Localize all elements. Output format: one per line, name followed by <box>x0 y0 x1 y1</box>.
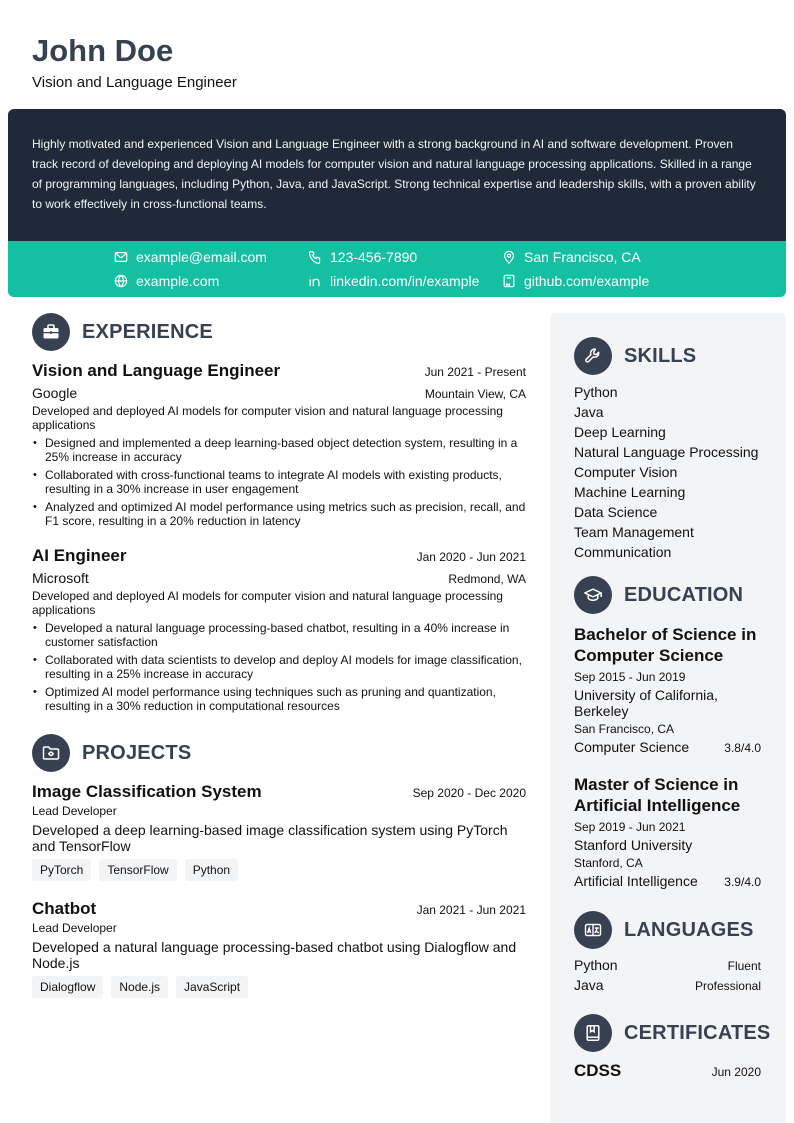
folder-icon <box>32 734 70 772</box>
education-school: University of California, Berkeley <box>574 687 718 719</box>
job-title: AI Engineer <box>32 546 127 565</box>
language-row <box>574 977 761 993</box>
job-entry <box>32 546 526 717</box>
summary-panel <box>8 109 786 241</box>
languages-title: LANGUAGES <box>624 918 754 941</box>
job-date: Jun 2021 - Present <box>424 365 526 379</box>
wrench-icon <box>574 337 612 375</box>
tag: Node.js <box>111 976 168 998</box>
job-bullet: • Optimized AI model performance using techniques such as pruning and quantization, resulting in a 30% reduction in computational resources <box>32 685 526 713</box>
certificates-list <box>574 1061 761 1085</box>
graduation-cap-icon <box>574 576 612 614</box>
tag: TensorFlow <box>99 859 176 881</box>
contact-website[interactable] <box>114 272 219 290</box>
map-pin-icon <box>502 250 516 264</box>
education-degree: Master of Science in Artificial Intelligence <box>574 775 741 815</box>
skill-item: Deep Learning <box>574 424 666 440</box>
project-date: Sep 2020 - Dec 2020 <box>412 786 526 800</box>
job-company: Google <box>32 385 78 401</box>
project-description: Developed a deep learning-based image classification system using PyTorch and TensorFlow <box>32 822 508 854</box>
contact-location <box>502 248 641 266</box>
project-date: Jan 2021 - Jun 2021 <box>416 903 526 917</box>
job-bullet: • Collaborated with data scientists to develop and deploy AI models for image classification, resulting in a 25% increase in accuracy <box>32 653 526 681</box>
education-entry <box>574 624 761 755</box>
phone-icon <box>308 250 322 264</box>
job-entry <box>32 361 526 532</box>
skill-item: Machine Learning <box>574 484 686 500</box>
certificate-row <box>574 1061 761 1081</box>
skill-item: Python <box>574 384 618 400</box>
education-entry <box>574 774 761 889</box>
project-description: Developed a natural language processing-based chatbot using Dialogflow and Node.js <box>32 939 517 971</box>
candidate-title: Vision and Language Engineer <box>32 74 237 91</box>
job-bullet: • Developed a natural language processing-based chatbot, resulting in a 40% increase in customer satisfaction <box>32 621 526 649</box>
contact-email[interactable] <box>114 248 267 266</box>
education-date: Sep 2015 - Jun 2019 <box>574 670 686 684</box>
certificate-name: CDSS <box>574 1061 622 1080</box>
job-description: Developed and deployed AI models for computer vision and natural language processing applications <box>32 404 503 432</box>
languages-heading <box>574 911 754 949</box>
contact-github-text: github.com/example <box>524 273 650 289</box>
job-location: Mountain View, CA <box>424 387 526 401</box>
skill-item: Natural Language Processing <box>574 444 759 460</box>
project-title: Image Classification System <box>32 782 262 801</box>
certificates-title: CERTIFICATES <box>624 1021 771 1044</box>
contact-phone-text: 123-456-7890 <box>330 249 418 265</box>
language-name: Java <box>574 977 604 993</box>
job-date: Jan 2020 - Jun 2021 <box>416 550 526 564</box>
skills-title: SKILLS <box>624 344 697 367</box>
job-company: Microsoft <box>32 570 89 586</box>
certificate-date: Jun 2020 <box>711 1065 761 1079</box>
project-role: Lead Developer <box>32 804 117 818</box>
job-bullets <box>32 621 526 713</box>
project-entry <box>32 899 526 998</box>
skill-item: Communication <box>574 544 672 560</box>
education-degree: Bachelor of Science in Computer Science <box>574 625 757 665</box>
job-title: Vision and Language Engineer <box>32 361 281 380</box>
education-location: San Francisco, CA <box>574 722 675 736</box>
tag: Python <box>185 859 238 881</box>
contact-github[interactable] <box>502 272 649 290</box>
contact-linkedin[interactable] <box>308 272 479 290</box>
experience-heading <box>32 313 213 351</box>
contact-email-text: example@email.com <box>136 249 267 265</box>
project-entry <box>32 782 526 881</box>
linkedin-icon <box>308 274 322 288</box>
education-gpa: 3.9/4.0 <box>724 875 761 889</box>
summary-text: Highly motivated and experienced Vision and Language Engineer with a strong background in AI and software development. Proven track record of developing and deploying AI models for computer vision and natural language processing applications. Skilled in a range of programming languages, including Python, Java, and JavaScript. Strong technical expertise and leadership skills, with a proven ability to work effectively in cross-functional teams. <box>32 137 756 211</box>
skills-heading <box>574 337 696 375</box>
contact-phone[interactable] <box>308 248 417 266</box>
skills-list <box>574 382 758 562</box>
resume-header <box>32 33 237 92</box>
job-bullet: • Designed and implemented a deep learning-based object detection system, resulting in a 25% increase in accuracy <box>32 436 526 464</box>
tag: PyTorch <box>32 859 91 881</box>
tag: JavaScript <box>176 976 248 998</box>
job-bullets <box>32 436 526 528</box>
education-heading <box>574 576 743 614</box>
education-field: Computer Science <box>574 739 690 755</box>
project-title: Chatbot <box>32 899 97 918</box>
project-tags <box>32 859 526 881</box>
experience-title: EXPERIENCE <box>82 320 213 343</box>
languages-list <box>574 957 761 997</box>
language-row <box>574 957 761 973</box>
certificates-heading <box>574 1014 770 1052</box>
globe-icon <box>114 274 128 288</box>
education-title: EDUCATION <box>624 583 744 606</box>
language-level: Fluent <box>727 959 761 973</box>
contact-website-text: example.com <box>136 273 220 289</box>
projects-heading <box>32 734 191 772</box>
language-level: Professional <box>694 979 761 993</box>
contact-bar <box>8 241 786 297</box>
briefcase-icon <box>32 313 70 351</box>
education-school: Stanford University <box>574 837 693 853</box>
mail-icon <box>114 250 128 264</box>
education-date: Sep 2019 - Jun 2021 <box>574 820 686 834</box>
skill-item: Data Science <box>574 504 658 520</box>
contact-location-text: San Francisco, CA <box>524 249 641 265</box>
skill-item: Java <box>574 404 604 420</box>
job-description: Developed and deployed AI models for computer vision and natural language processing applications <box>32 589 503 617</box>
book-icon <box>574 1014 612 1052</box>
job-location: Redmond, WA <box>448 572 526 586</box>
language-icon <box>574 911 612 949</box>
skill-item: Computer Vision <box>574 464 678 480</box>
education-field: Artificial Intelligence <box>574 873 698 889</box>
skill-item: Team Management <box>574 524 694 540</box>
project-role: Lead Developer <box>32 921 117 935</box>
projects-title: PROJECTS <box>82 741 192 764</box>
candidate-name: John Doe <box>32 33 174 68</box>
education-gpa: 3.8/4.0 <box>724 741 761 755</box>
job-bullet: • Analyzed and optimized AI model performance using metrics such as precision, recall, and F1 score, resulting in a 20% reduction in latency <box>32 500 526 528</box>
job-bullet: • Collaborated with cross-functional teams to integrate AI models with existing products, resulting in a 30% increase in user engagement <box>32 468 526 496</box>
contact-linkedin-text: linkedin.com/in/example <box>330 273 480 289</box>
tag: Dialogflow <box>32 976 103 998</box>
github-icon <box>502 274 516 288</box>
language-name: Python <box>574 957 618 973</box>
education-location: Stanford, CA <box>574 856 643 870</box>
project-tags <box>32 976 526 998</box>
